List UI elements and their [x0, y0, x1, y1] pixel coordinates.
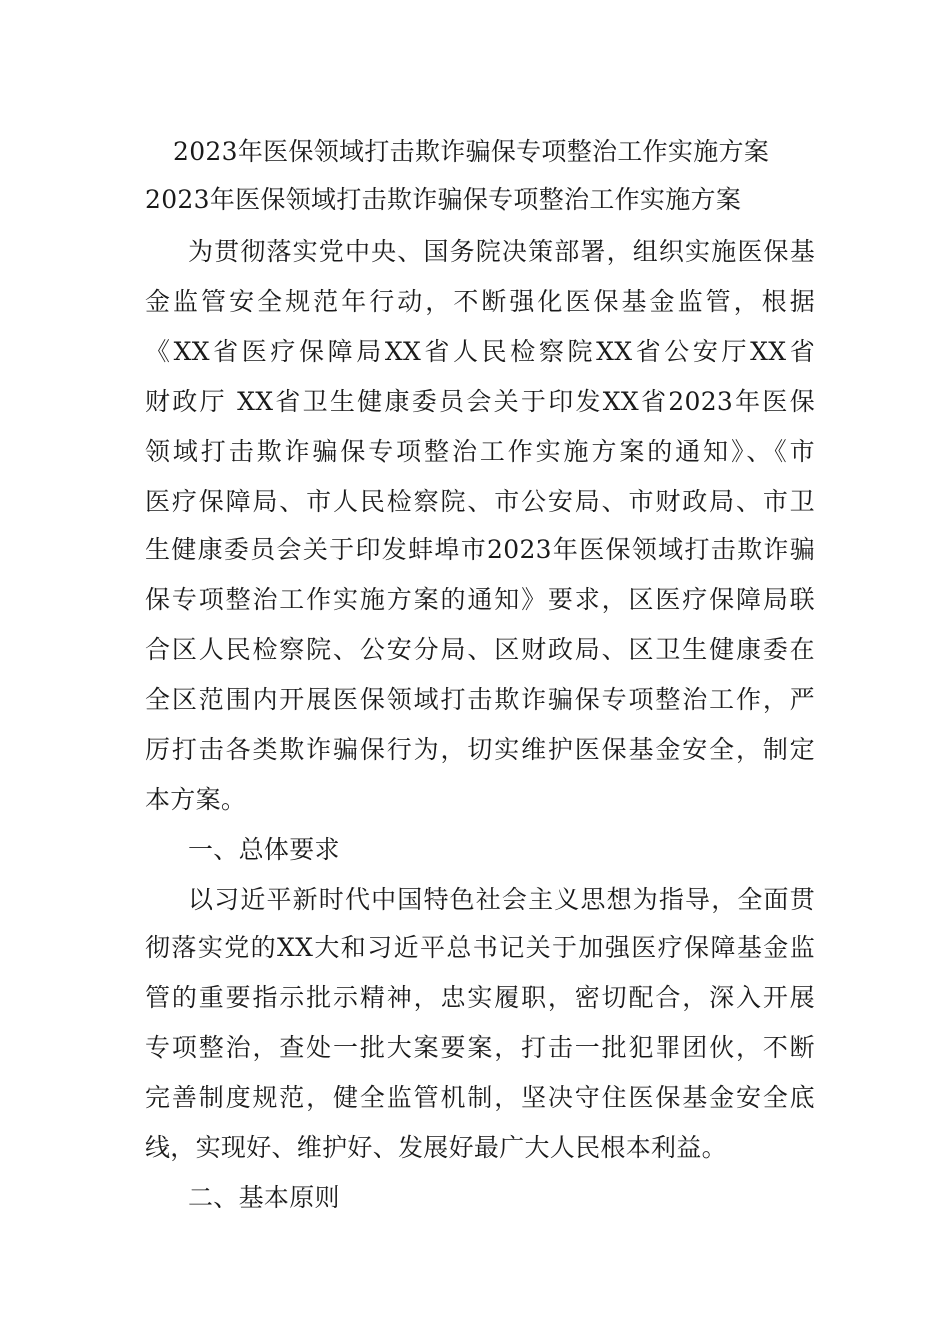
- paragraph-line: 生健康委员会关于印发蚌埠市2023年医保领域打击欺诈骗: [145, 535, 815, 564]
- document-subtitle: 2023年医保领域打击欺诈骗保专项整治工作实施方案: [145, 185, 742, 214]
- paragraph-line: 管的重要指示批示精神，忠实履职，密切配合，深入开展: [145, 983, 815, 1012]
- paragraph-line: 专项整治，查处一批大案要案，打击一批犯罪团伙，不断: [145, 1033, 815, 1062]
- paragraph-line: 领域打击欺诈骗保专项整治工作实施方案的通知》、《市: [145, 437, 815, 466]
- paragraph-line: 医疗保障局、市人民检察院、市公安局、市财政局、市卫: [145, 487, 815, 516]
- section-heading-basic-principles: 二、基本原则: [188, 1183, 340, 1212]
- paragraph-line: 线，实现好、维护好、发展好最广大人民根本利益。: [145, 1133, 727, 1162]
- paragraph-line: 金监管安全规范年行动，不断强化医保基金监管，根据: [145, 287, 815, 316]
- paragraph-line: 完善制度规范，健全监管机制，坚决守住医保基金安全底: [145, 1083, 815, 1112]
- paragraph-line: 财政厅 XX省卫生健康委员会关于印发XX省2023年医保: [145, 387, 815, 416]
- paragraph-line: 保专项整治工作实施方案的通知》要求，区医疗保障局联: [145, 585, 815, 614]
- paragraph-line: 全区范围内开展医保领域打击欺诈骗保专项整治工作，严: [145, 685, 815, 714]
- paragraph-line: 厉打击各类欺诈骗保行为，切实维护医保基金安全，制定: [145, 735, 815, 764]
- document-title: 2023年医保领域打击欺诈骗保专项整治工作实施方案: [173, 137, 770, 166]
- paragraph-line: 本方案。: [145, 785, 247, 814]
- paragraph-line: 以习近平新时代中国特色社会主义思想为指导，全面贯: [188, 885, 815, 914]
- section-heading-general-requirements: 一、总体要求: [188, 835, 340, 864]
- paragraph-line: 合区人民检察院、公安分局、区财政局、区卫生健康委在: [145, 635, 815, 664]
- paragraph-line: 彻落实党的XX大和习近平总书记关于加强医疗保障基金监: [145, 933, 815, 962]
- paragraph-line: 《XX省医疗保障局XX省人民检察院XX省公安厅XX省: [145, 337, 815, 366]
- paragraph-line: 为贯彻落实党中央、国务院决策部署，组织实施医保基: [188, 237, 815, 266]
